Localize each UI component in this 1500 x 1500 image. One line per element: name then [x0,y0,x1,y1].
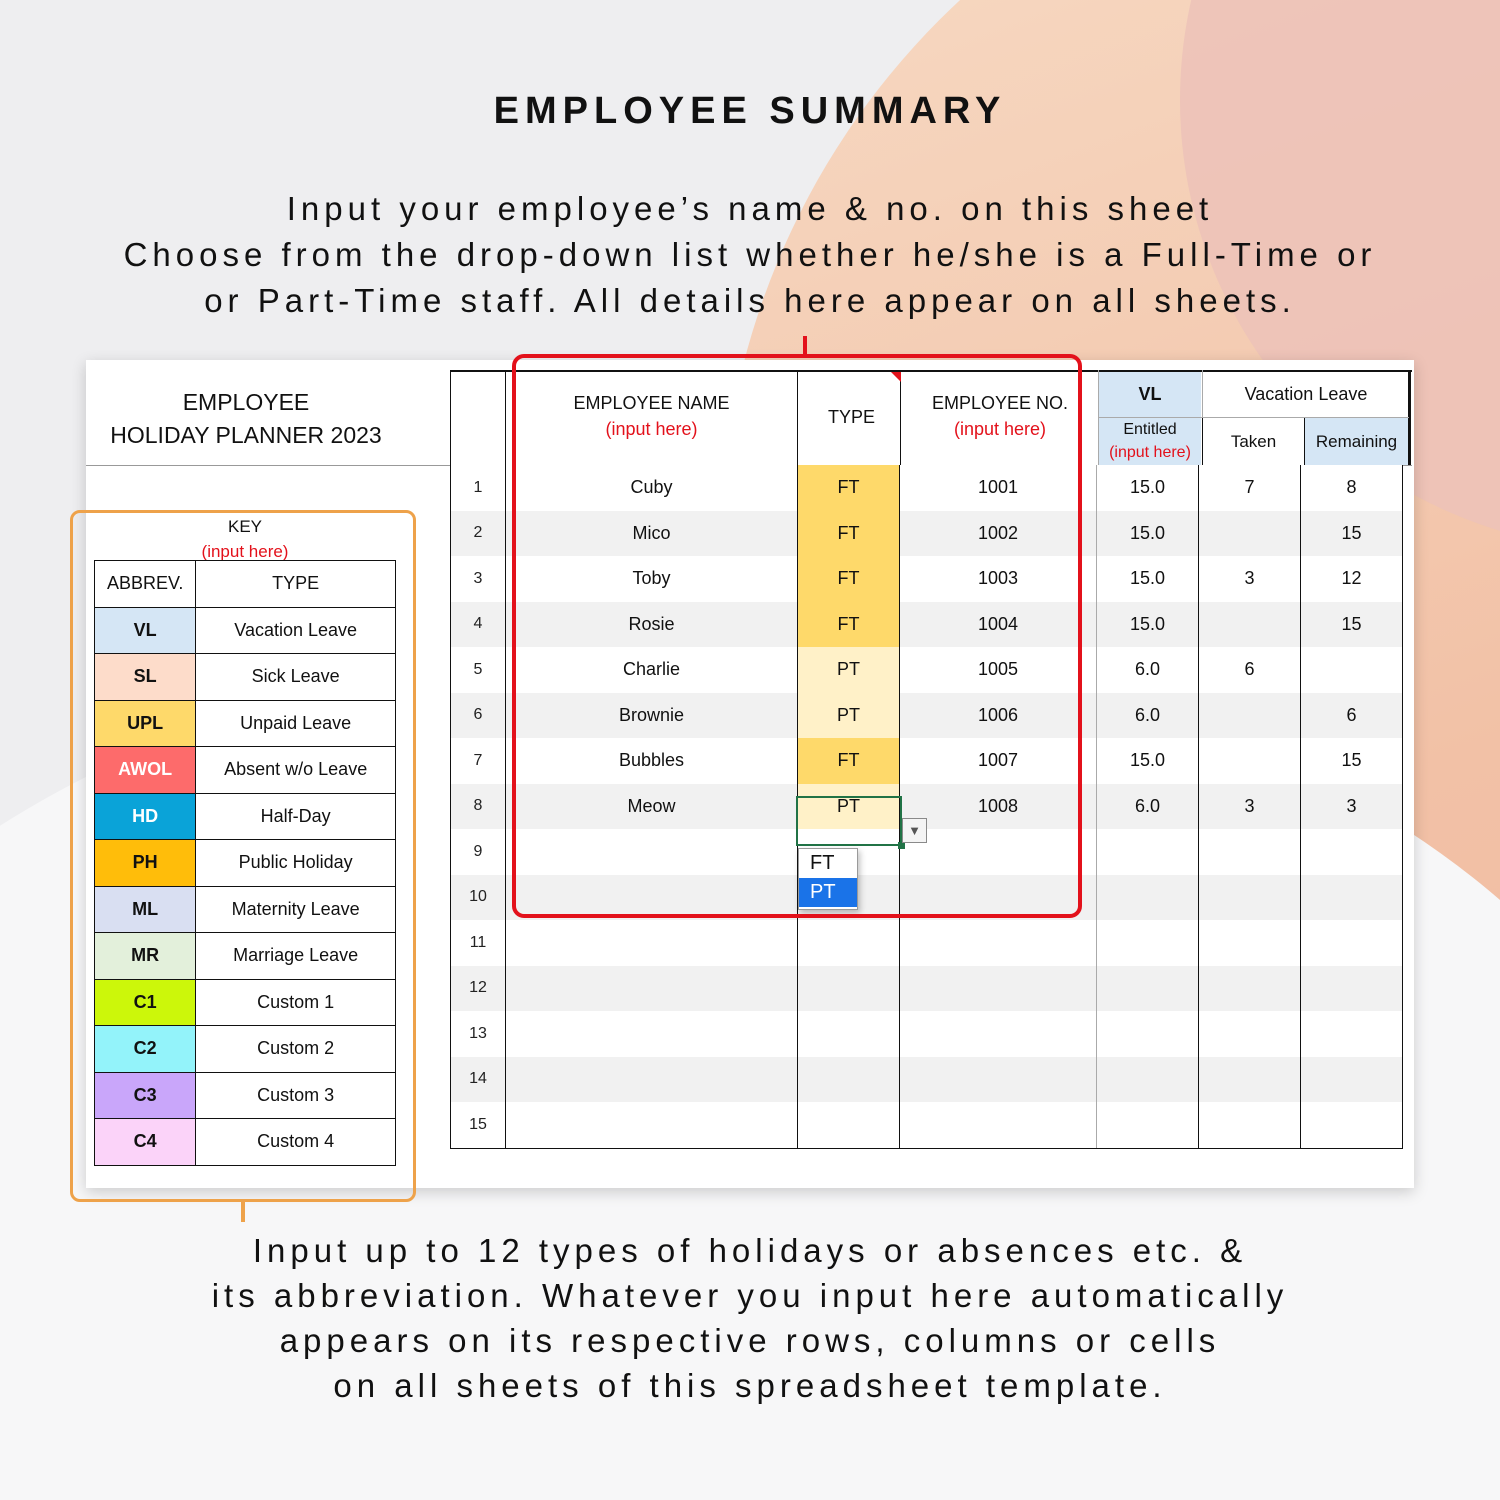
vl-remaining-cell[interactable]: 8 [1301,465,1403,511]
row-number: 9 [451,829,506,875]
key-abbrev[interactable]: VL [95,607,196,654]
employee-type-cell[interactable]: FT [798,602,900,648]
table-row [451,966,1403,1012]
key-abbrev[interactable]: SL [95,654,196,701]
vl-remaining-cell[interactable]: 15 [1301,602,1403,648]
outro-line: on all sheets of this spreadsheet template. [333,1367,1167,1404]
employee-name-cell[interactable]: Rosie [506,602,798,648]
vl-entitled-cell[interactable]: 15.0 [1097,511,1199,557]
employee-no-cell[interactable]: 1006 [900,693,1097,739]
vl-entitled-cell[interactable] [1097,1057,1199,1103]
vl-entitled-cell[interactable] [1097,829,1199,875]
employee-name-hint: (input here) [605,419,698,439]
row-number: 8 [451,784,506,830]
vl-remaining-cell[interactable]: 15 [1301,738,1403,784]
employee-type-cell[interactable] [798,920,900,966]
vl-header: VL [1138,384,1162,404]
key-type[interactable]: Custom 2 [196,1026,396,1073]
employee-name-cell[interactable]: Mico [506,511,798,557]
vl-entitled-cell[interactable] [1097,1011,1199,1057]
vl-remaining-cell[interactable] [1301,875,1403,921]
type-header: TYPE [827,407,875,427]
key-type[interactable]: Maternity Leave [196,886,396,933]
vl-description: Vacation Leave [1244,384,1368,404]
vl-remaining-cell[interactable] [1301,1057,1403,1103]
vl-remaining-cell[interactable]: 3 [1301,784,1403,830]
employee-no-cell[interactable]: 1008 [900,784,1097,830]
outro-line: its abbreviation. Whatever you input here automatically [211,1277,1289,1314]
employee-type-cell[interactable]: FT [798,556,900,602]
employee-type-cell[interactable] [798,966,900,1012]
vl-taken-cell[interactable] [1199,1102,1301,1148]
employee-type-cell[interactable]: PT [798,693,900,739]
table-row [451,920,1403,966]
employee-name-cell[interactable] [506,966,798,1012]
key-type[interactable]: Public Holiday [196,840,396,887]
employee-type-cell[interactable] [798,1011,900,1057]
key-type[interactable]: Absent w/o Leave [196,747,396,794]
employee-name-cell[interactable]: Meow [506,784,798,830]
employee-no-cell[interactable] [900,1102,1097,1148]
employee-type-cell[interactable]: FT [798,511,900,557]
col-divider [450,370,451,465]
row-number: 15 [451,1102,506,1148]
row-number: 13 [451,1011,506,1057]
key-abbrev[interactable]: UPL [95,700,196,747]
vl-taken-cell[interactable]: 6 [1199,647,1301,693]
vl-entitled-cell[interactable] [1097,966,1199,1012]
vl-remaining-cell[interactable] [1301,966,1403,1012]
row-number: 11 [451,920,506,966]
key-type[interactable]: Vacation Leave [196,607,396,654]
chevron-down-icon[interactable]: ▼ [902,818,927,843]
row-number: 1 [451,465,506,511]
vl-taken-cell[interactable]: 7 [1199,465,1301,511]
vl-remaining-cell[interactable]: 15 [1301,511,1403,557]
callout-pointer [241,1202,245,1222]
taken-header: Taken [1230,432,1277,451]
employee-name-cell[interactable]: Brownie [506,693,798,739]
employee-name-cell[interactable] [506,1102,798,1148]
vl-remaining-cell[interactable]: 12 [1301,556,1403,602]
callout-pointer [803,336,807,356]
vl-entitled-cell[interactable] [1097,875,1199,921]
key-type[interactable]: Half-Day [196,793,396,840]
employee-name-cell[interactable]: Cuby [506,465,798,511]
key-abbrev[interactable]: MR [95,933,196,980]
table-row [451,1011,1403,1057]
employee-type-cell[interactable]: FT [798,738,900,784]
key-type[interactable]: Custom 3 [196,1072,396,1119]
planner-title-line: EMPLOYEE [182,389,310,415]
key-abbrev[interactable]: C2 [95,1026,196,1073]
employee-name-cell[interactable] [506,1011,798,1057]
employee-no-cell[interactable] [900,1057,1097,1103]
employee-no-cell[interactable]: 1007 [900,738,1097,784]
outro-text [0,1228,1500,1408]
vl-taken-cell[interactable] [1199,1011,1301,1057]
vl-remaining-cell[interactable] [1301,829,1403,875]
row-number: 7 [451,738,506,784]
intro-line: Input your employee’s name & no. on this sheet [286,190,1214,227]
employee-name-label: EMPLOYEE NAME [573,393,730,413]
vl-taken-cell[interactable] [1199,738,1301,784]
vl-remaining-cell[interactable]: 6 [1301,693,1403,739]
vl-remaining-cell[interactable] [1301,1102,1403,1148]
entitled-header [1099,418,1201,464]
key-type[interactable]: Marriage Leave [196,933,396,980]
key-type[interactable]: Custom 1 [196,979,396,1026]
intro-text [0,186,1500,324]
dropdown-option-ft[interactable]: FT [810,852,835,874]
employee-no-cell[interactable] [900,920,1097,966]
vl-entitled-cell[interactable]: 6.0 [1097,784,1199,830]
row-number: 5 [451,647,506,693]
intro-line: or Part-Time staff. All details here appear on all sheets. [204,282,1296,319]
employee-no-label: EMPLOYEE NO. [931,393,1069,413]
vl-taken-cell[interactable] [1199,511,1301,557]
employee-no-cell[interactable]: 1001 [900,465,1097,511]
row-number: 4 [451,602,506,648]
vl-remaining-cell[interactable] [1301,1011,1403,1057]
key-abbrev[interactable]: PH [95,840,196,887]
employee-no-cell[interactable] [900,966,1097,1012]
key-type[interactable]: Sick Leave [196,654,396,701]
key-col-abbrev: ABBREV. [95,561,196,608]
vl-taken-cell[interactable]: 3 [1199,556,1301,602]
vl-taken-cell[interactable] [1199,920,1301,966]
vl-entitled-cell[interactable]: 15.0 [1097,602,1199,648]
vl-entitled-cell[interactable] [1097,920,1199,966]
row-number: 6 [451,693,506,739]
vl-entitled-cell[interactable]: 6.0 [1097,693,1199,739]
employee-name-cell[interactable]: Bubbles [506,738,798,784]
employee-input-highlight [512,354,1082,918]
planner-title [86,386,406,452]
entitled-hint: (input here) [1109,444,1191,461]
intro-line: Choose from the drop-down list whether he/she is a Full-Time or [123,236,1377,273]
key-abbrev[interactable]: C3 [95,1072,196,1119]
key-col-type: TYPE [196,561,396,608]
remaining-header: Remaining [1315,432,1398,451]
vl-taken-cell[interactable] [1199,829,1301,875]
employee-type-cell[interactable]: PT [798,647,900,693]
key-abbrev[interactable]: HD [95,793,196,840]
vl-taken-cell[interactable]: 3 [1199,784,1301,830]
vl-taken-cell[interactable] [1199,875,1301,921]
row-number: 12 [451,966,506,1012]
table-row [451,1057,1403,1103]
divider [86,465,450,466]
row-number: 14 [451,1057,506,1103]
employee-name-cell[interactable]: Toby [506,556,798,602]
row-number: 2 [451,511,506,557]
vl-entitled-cell[interactable]: 15.0 [1097,465,1199,511]
key-type[interactable]: Unpaid Leave [196,700,396,747]
vl-taken-cell[interactable] [1199,693,1301,739]
key-abbrev[interactable]: ML [95,886,196,933]
vl-entitled-cell[interactable] [1097,1102,1199,1148]
vl-taken-cell[interactable] [1199,602,1301,648]
employee-no-cell[interactable] [900,1011,1097,1057]
key-abbrev[interactable]: C1 [95,979,196,1026]
vl-entitled-cell[interactable]: 6.0 [1097,647,1199,693]
vl-entitled-cell[interactable]: 15.0 [1097,738,1199,784]
outro-line: appears on its respective rows, columns or cells [279,1322,1221,1359]
employee-no-cell[interactable]: 1005 [900,647,1097,693]
outro-line: Input up to 12 types of holidays or absences etc. & [252,1232,1248,1269]
page-title: EMPLOYEE SUMMARY [493,90,1007,132]
key-label: KEY [227,517,263,536]
key-highlight [70,510,416,1202]
key-hint: (input here) [201,542,289,561]
vl-remaining-cell[interactable] [1301,647,1403,693]
employee-no-cell[interactable]: 1004 [900,602,1097,648]
planner-title-line: HOLIDAY PLANNER 2023 [110,422,382,448]
employee-name-cell[interactable] [506,920,798,966]
employee-no-hint: (input here) [953,419,1047,439]
row-number: 3 [451,556,506,602]
employee-type-cell[interactable]: PT [798,784,900,830]
row-number: 10 [451,875,506,921]
dropdown-option-pt[interactable]: PT [799,878,857,907]
entitled-label: Entitled [1123,421,1177,438]
employee-type-cell[interactable] [798,1057,900,1103]
vl-taken-cell[interactable] [1199,966,1301,1012]
employee-type-cell[interactable] [798,1102,900,1148]
employee-name-cell[interactable]: Charlie [506,647,798,693]
vl-remaining-cell[interactable] [1301,920,1403,966]
vl-entitled-cell[interactable]: 15.0 [1097,556,1199,602]
table-row [451,1102,1403,1148]
key-abbrev[interactable]: AWOL [95,747,196,794]
employee-type-cell[interactable]: FT [798,465,900,511]
vl-taken-cell[interactable] [1199,1057,1301,1103]
employee-no-cell[interactable]: 1003 [900,556,1097,602]
key-abbrev[interactable]: C4 [95,1119,196,1166]
key-type[interactable]: Custom 4 [196,1119,396,1166]
employee-name-cell[interactable] [506,1057,798,1103]
employee-no-cell[interactable]: 1002 [900,511,1097,557]
